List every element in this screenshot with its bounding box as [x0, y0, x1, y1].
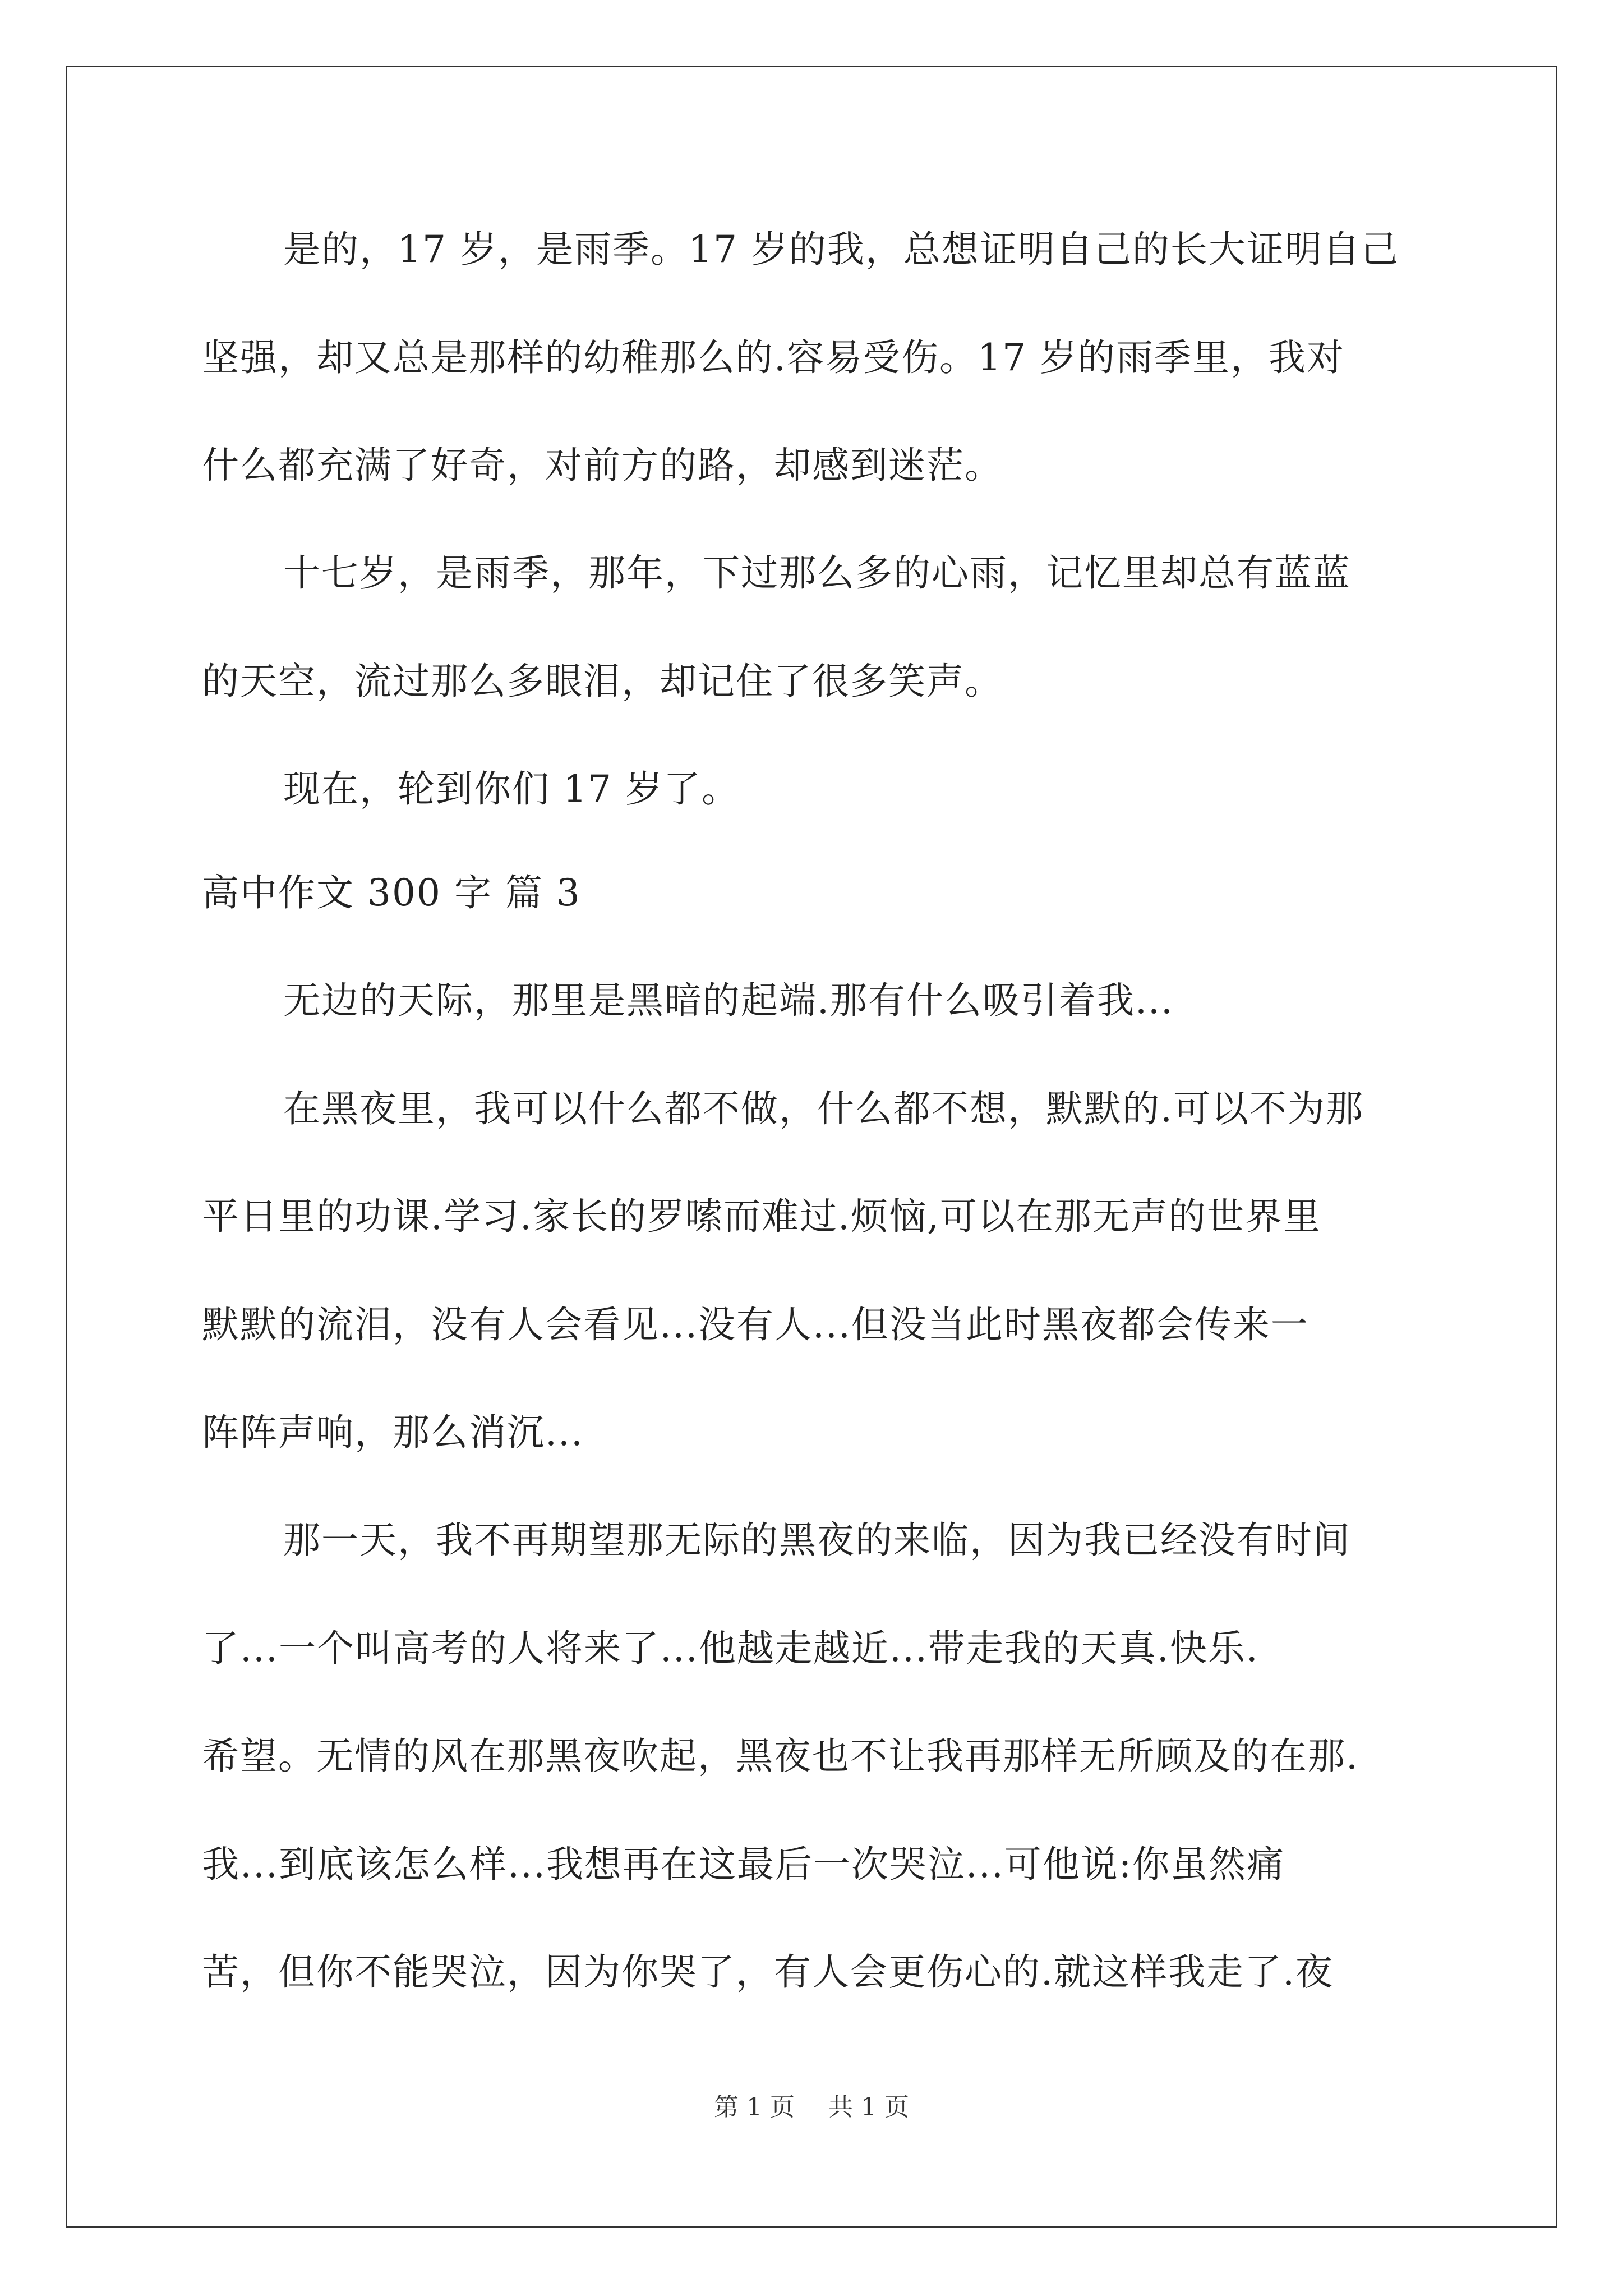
- text-line: 默默的流泪，没有人会看见...没有人...但没当此时黑夜都会传来一: [202, 1303, 1309, 1346]
- text-line: 那一天，我不再期望那无际的黑夜的来临，因为我已经没有时间: [283, 1519, 1351, 1562]
- text-line: 平日里的功课.学习.家长的罗嗦而难过.烦恼,可以在那无声的世界里: [202, 1195, 1321, 1238]
- text-line: 阵阵声响，那么消沉...: [202, 1411, 584, 1454]
- text-line: 苦，但你不能哭泣，因为你哭了，有人会更伤心的.就这样我走了.夜: [202, 1950, 1334, 1994]
- text-line: 现在，轮到你们 17 岁了。: [283, 767, 740, 811]
- text-line: 我...到底该怎么样...我想再在这最后一次哭泣...可他说:你虽然痛: [202, 1843, 1285, 1886]
- text-line: 的天空，流过那么多眼泪，却记住了很多笑声。: [202, 660, 1003, 703]
- page-border: [66, 66, 1557, 2228]
- page-footer: [0, 2087, 1623, 2123]
- page-number: 第 1 页: [714, 2093, 795, 2122]
- text-line: 在黑夜里，我可以什么都不做，什么都不想，默默的.可以不为那: [283, 1087, 1364, 1130]
- text-line: 希望。无情的风在那黑夜吹起，黑夜也不让我再那样无所顾及的在那.: [202, 1734, 1359, 1778]
- text-line: 十七岁，是雨季，那年，下过那么多的心雨，记忆里却总有蓝蓝: [283, 551, 1351, 595]
- text-line: 是的，17 岁，是雨季。17 岁的我，总想证明自己的长大证明自己: [283, 228, 1399, 271]
- section-heading: 高中作文 300 字 篇 3: [202, 871, 581, 914]
- text-line: 坚强，却又总是那样的幼稚那么的.容易受伤。17 岁的雨季里，我对: [202, 336, 1345, 379]
- text-line: 了...一个叫高考的人将来了...他越走越近...带走我的天真.快乐.: [202, 1627, 1259, 1670]
- text-line: 无边的天际，那里是黑暗的起端.那有什么吸引着我...: [283, 979, 1174, 1022]
- page-total: 共 1 页: [828, 2093, 909, 2122]
- text-line: 什么都充满了好奇，对前方的路，却感到迷茫。: [202, 444, 1003, 487]
